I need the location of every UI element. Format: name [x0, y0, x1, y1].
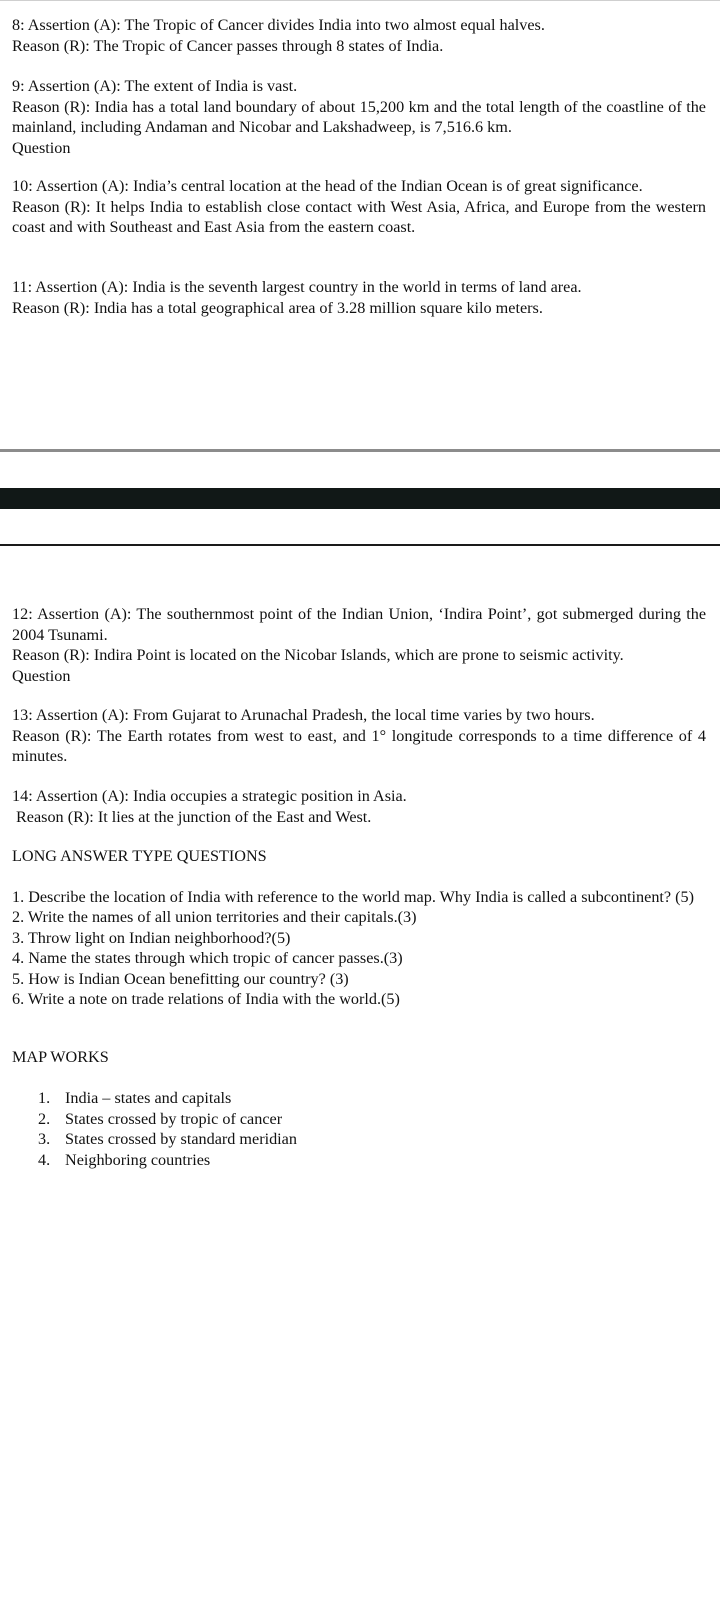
list-item-text: Neighboring countries	[65, 1150, 211, 1169]
map-works-list	[38, 1088, 638, 1170]
document-page-1	[0, 0, 720, 453]
q9-assertion: 9: Assertion (A): The extent of India is vast.	[12, 77, 298, 95]
map-works-heading: MAP WORKS	[12, 1048, 109, 1066]
list-item-number: 3.	[38, 1130, 51, 1148]
long-answer-section	[12, 846, 706, 1010]
list-item	[38, 1109, 638, 1130]
q10-reason: Reason (R): It helps India to establish close contact with West Asia, Africa, and Europe from the western coast and with Southeast and East Asia from the eastern coast.	[12, 197, 706, 236]
list-item-text: States crossed by standard meridian	[65, 1130, 297, 1148]
list-item	[38, 1150, 638, 1171]
list-item-number: 2.	[38, 1109, 51, 1128]
question-8	[12, 15, 706, 56]
long-answer-item: 1. Describe the location of India with reference to the world map. Why India is called a subcontinent? (5)	[12, 887, 695, 906]
question-14	[12, 786, 706, 827]
question-13	[12, 705, 706, 767]
q8-reason: Reason (R): The Tropic of Cancer passes through 8 states of India.	[12, 36, 444, 55]
q8-assertion: 8: Assertion (A): The Tropic of Cancer divides India into two almost equal halves.	[12, 16, 545, 34]
list-item-number: 4.	[38, 1150, 51, 1169]
question-12	[12, 604, 706, 686]
long-answer-item: 5. How is Indian Ocean benefitting our country? (3)	[12, 969, 349, 988]
page-gap	[0, 452, 720, 488]
q12-assertion: 12: Assertion (A): The southernmost point of the Indian Union, ‘Indira Point’, got submerged during the 2004 Tsunami.	[12, 605, 706, 644]
question-9	[12, 76, 706, 158]
q10-assertion: 10: Assertion (A): India’s central location at the head of the Indian Ocean is of great significance.	[12, 177, 643, 195]
dark-divider-bar	[0, 488, 720, 509]
q9-reason: Reason (R): India has a total land boundary of about 15,200 km and the total length of the coastline of the mainland, including Andaman and Nicobar and Lakshadweep, is 7,516.6 km.	[12, 97, 706, 136]
list-item	[38, 1129, 638, 1150]
long-answer-item: 3. Throw light on Indian neighborhood?(5)	[12, 928, 291, 947]
document-page-2	[0, 546, 720, 1600]
long-answer-heading: LONG ANSWER TYPE QUESTIONS	[12, 847, 267, 865]
list-item-text: India – states and capitals	[65, 1089, 232, 1107]
q12-reason: Reason (R): Indira Point is located on the Nicobar Islands, which are prone to seismic activity.	[12, 646, 624, 664]
question-11	[12, 277, 706, 318]
question-10	[12, 176, 706, 238]
q13-reason: Reason (R): The Earth rotates from west to east, and 1° longitude corresponds to a time difference of 4 minutes.	[12, 726, 706, 765]
long-answer-item: 6. Write a note on trade relations of India with the world.(5)	[12, 990, 400, 1008]
map-works-heading-block	[12, 1047, 706, 1068]
q12-tail: Question	[12, 666, 71, 685]
q14-reason: Reason (R): It lies at the junction of the East and West.	[16, 807, 372, 826]
long-answer-item: 4. Name the states through which tropic of cancer passes.(3)	[12, 949, 403, 967]
list-item-number: 1.	[38, 1089, 51, 1107]
q11-assertion: 11: Assertion (A): India is the seventh largest country in the world in terms of land area.	[12, 278, 582, 296]
list-item	[38, 1088, 638, 1109]
q14-assertion: 14: Assertion (A): India occupies a strategic position in Asia.	[12, 787, 407, 805]
q11-reason: Reason (R): India has a total geographical area of 3.28 million square kilo meters.	[12, 298, 543, 317]
q9-tail: Question	[12, 138, 71, 157]
list-item-text: States crossed by tropic of cancer	[65, 1109, 283, 1128]
long-answer-item: 2. Write the names of all union territories and their capitals.(3)	[12, 908, 417, 926]
q13-assertion: 13: Assertion (A): From Gujarat to Arunachal Pradesh, the local time varies by two hours.	[12, 706, 595, 724]
